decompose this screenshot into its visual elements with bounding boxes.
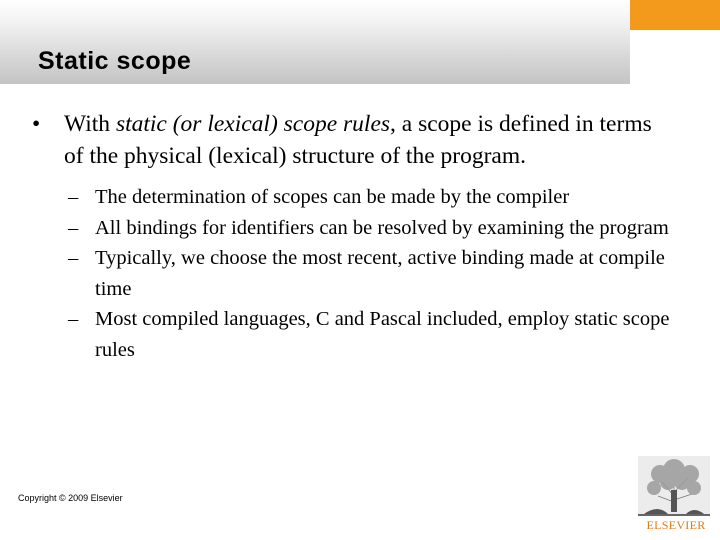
main-bullet — [30, 108, 670, 172]
sub-bullet — [30, 213, 670, 244]
elsevier-wordmark: ELSEVIER — [646, 518, 706, 532]
copyright-footer: Copyright © 2009 Elsevier — [18, 493, 123, 503]
sub-bullet-text: All bindings for identifiers can be resolved by examining the program — [95, 216, 669, 239]
sub-bullet — [30, 182, 670, 213]
dash-icon: – — [68, 216, 79, 239]
sub-bullet — [30, 243, 670, 304]
dash-icon: – — [68, 186, 79, 208]
main-text-after: , a scope is defined in terms of the physical (lexical) structure of the program. — [64, 111, 652, 169]
sub-bullet-text: The determination of scopes can be made by the compiler — [95, 186, 570, 208]
sub-bullet-list — [30, 182, 670, 365]
bullet-icon: • — [32, 111, 41, 137]
slide-title: Static scope — [38, 47, 192, 75]
dash-icon: – — [68, 308, 79, 330]
dash-icon: – — [68, 247, 79, 269]
sub-bullet-text: Typically, we choose the most recent, active binding made at compile time — [95, 247, 665, 300]
sub-bullet-text: Most compiled languages, C and Pascal included, employ static scope rules — [95, 308, 670, 361]
main-text-before: With — [64, 111, 116, 137]
main-text-emphasis: static (or lexical) scope rules — [115, 111, 391, 137]
sub-bullet — [30, 304, 670, 365]
slide-body — [30, 108, 670, 365]
accent-block — [630, 0, 720, 30]
